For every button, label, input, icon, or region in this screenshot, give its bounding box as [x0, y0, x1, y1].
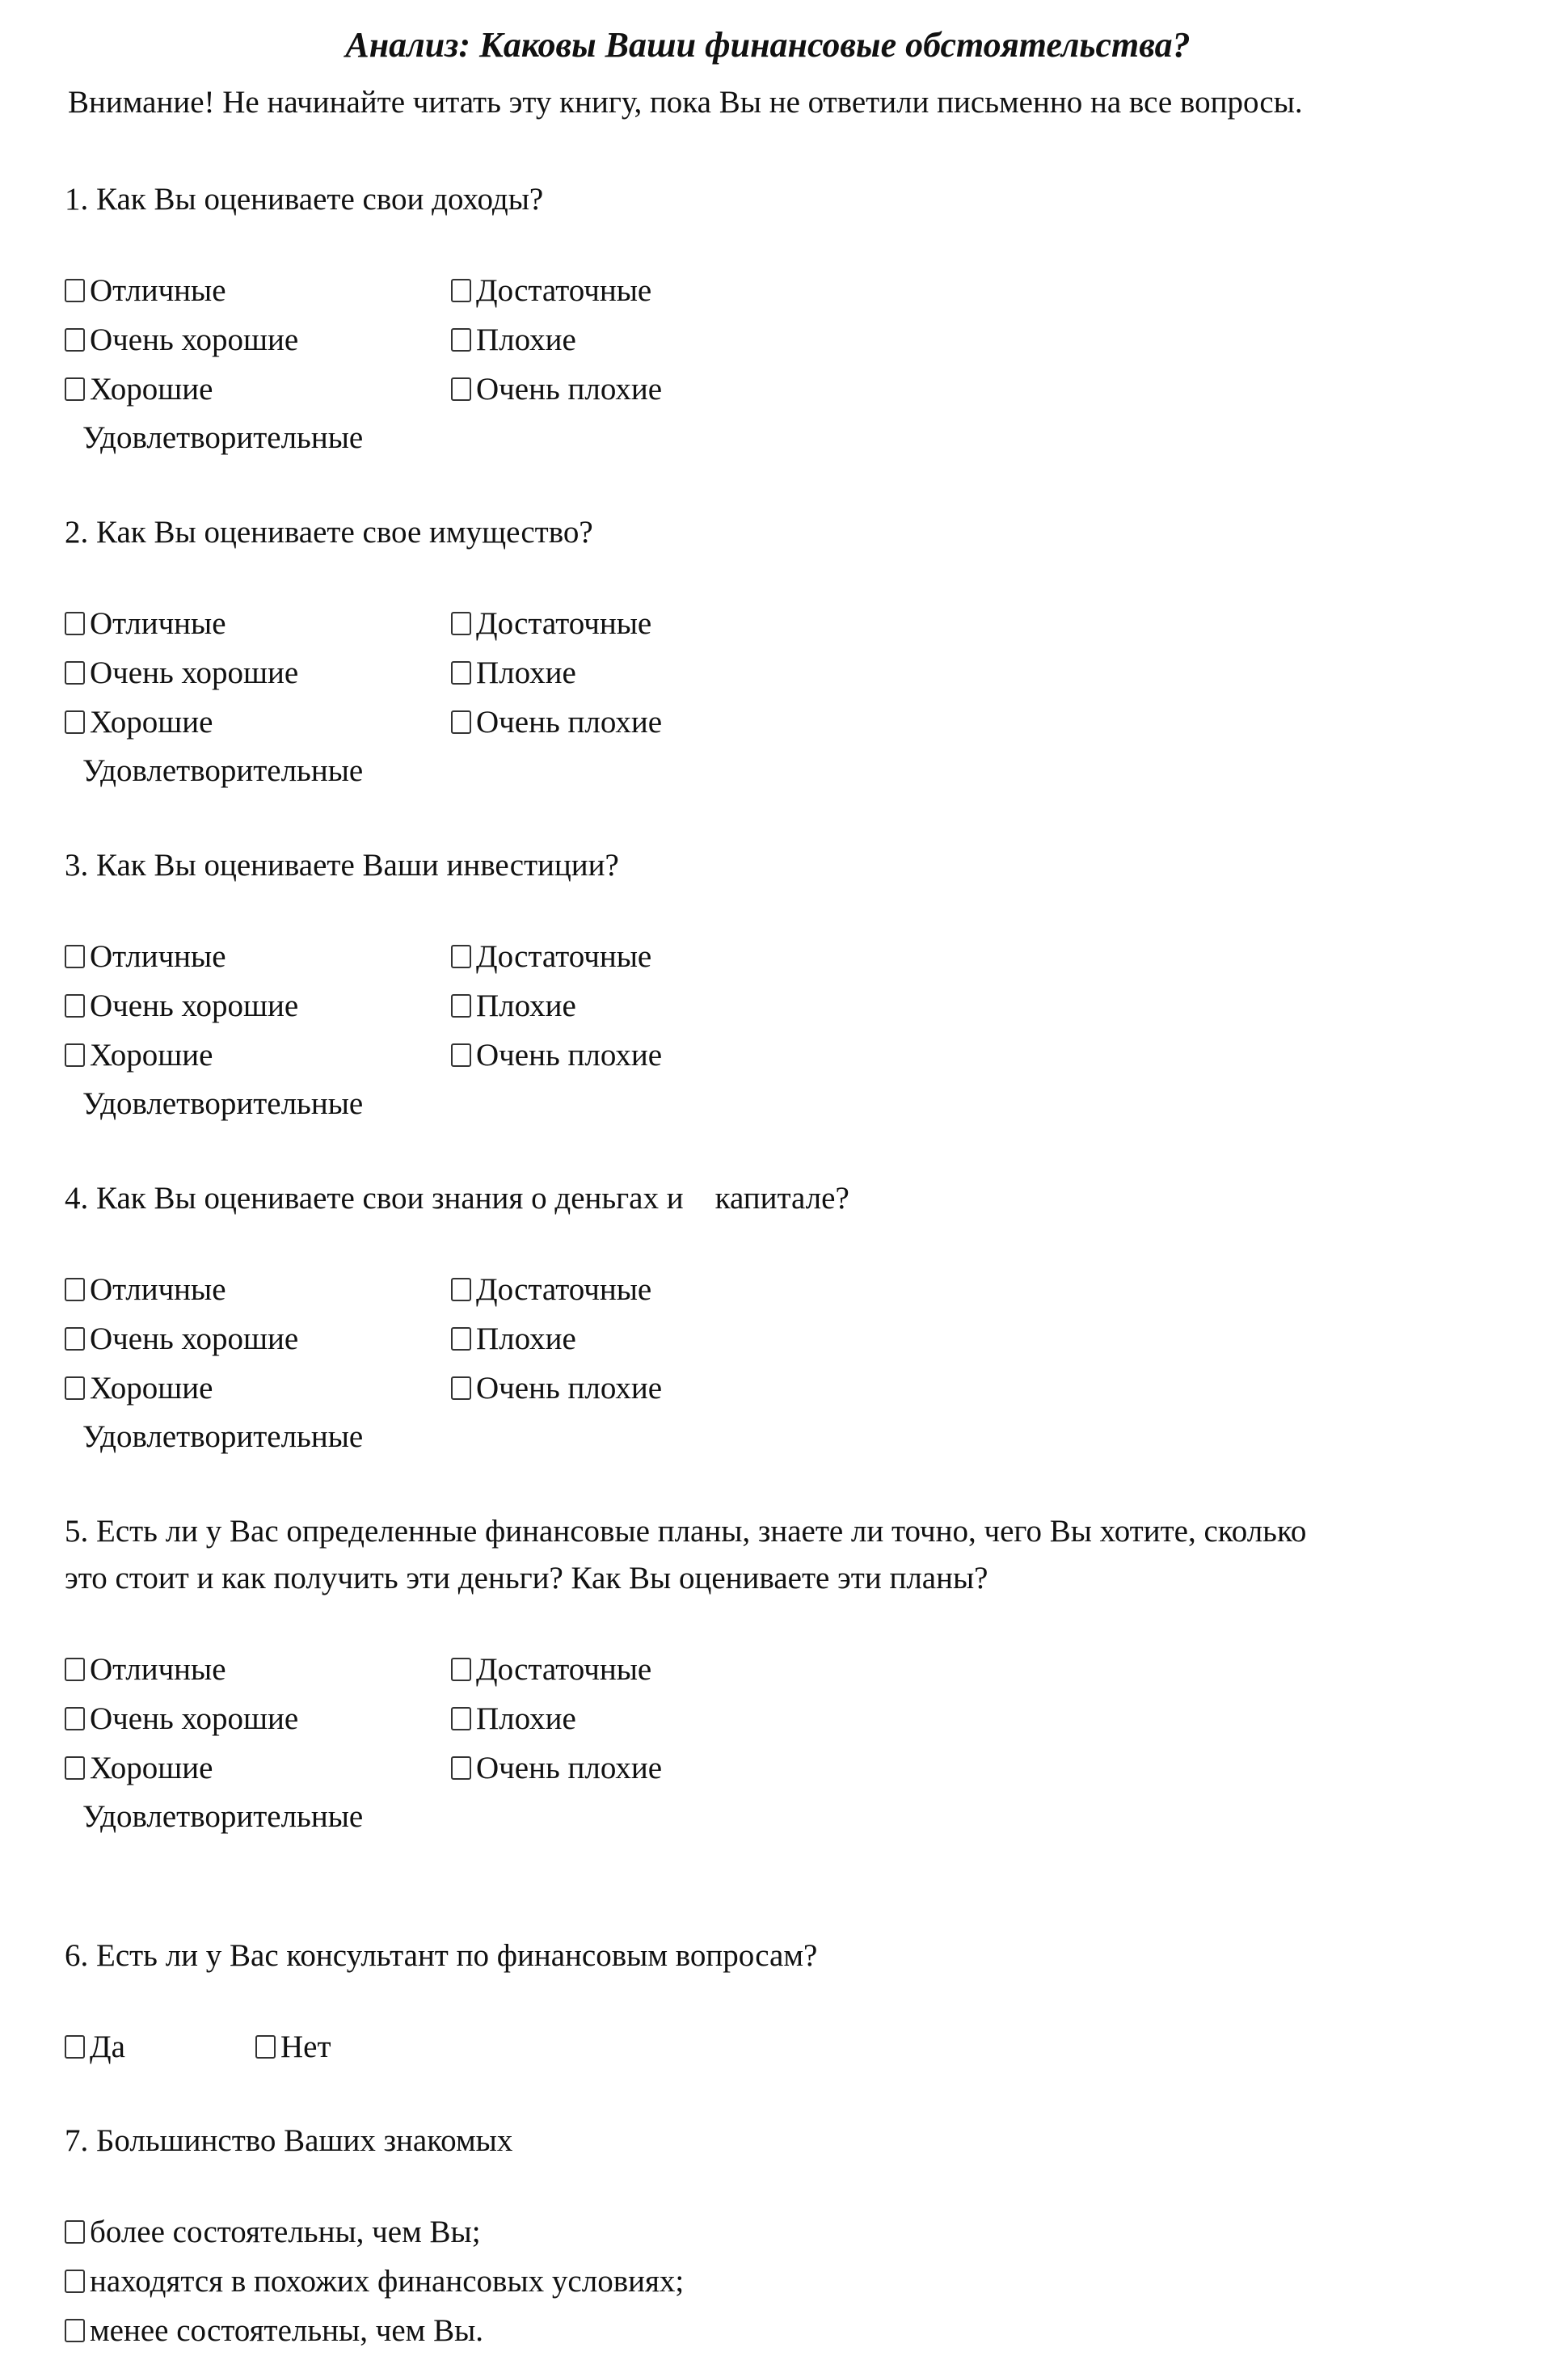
page-title: Анализ: Каковы Ваши финансовые обстоятельства?	[345, 25, 1191, 65]
option-excellent[interactable]: Отличные	[65, 267, 226, 314]
option-poor[interactable]: Плохие	[451, 1695, 576, 1742]
checkbox-icon[interactable]	[65, 1278, 85, 1301]
option-satisfactory: Удовлетворительные	[82, 420, 364, 455]
checkbox-icon[interactable]	[451, 1376, 471, 1400]
option-very-good[interactable]: Очень хорошие	[65, 1315, 298, 1362]
option-good[interactable]: Хорошие	[65, 1031, 213, 1078]
checkbox-icon[interactable]	[451, 1278, 471, 1301]
question-4	[65, 1175, 849, 1463]
checkbox-icon[interactable]	[65, 1707, 85, 1730]
checkbox-icon[interactable]	[451, 1756, 471, 1780]
question-1-options	[65, 267, 663, 464]
checkbox-icon[interactable]	[451, 661, 471, 685]
option-poor[interactable]: Плохие	[451, 1315, 576, 1362]
checkbox-icon[interactable]	[65, 710, 85, 734]
checkbox-icon[interactable]	[65, 2270, 85, 2293]
option-yes[interactable]: Да	[65, 2023, 125, 2070]
checkbox-icon[interactable]	[65, 2220, 85, 2244]
checkbox-icon[interactable]	[65, 2319, 85, 2342]
option-adequate[interactable]: Достаточные	[451, 267, 651, 314]
checkbox-icon[interactable]	[65, 1043, 85, 1067]
option-satisfactory: Удовлетворительные	[82, 1419, 364, 1454]
checkbox-icon[interactable]	[451, 1043, 471, 1067]
checkbox-icon[interactable]	[451, 377, 471, 401]
option-very-good[interactable]: Очень хорошие	[65, 982, 298, 1029]
checkbox-icon[interactable]	[451, 328, 471, 352]
option-good[interactable]: Хорошие	[65, 365, 213, 412]
option-good[interactable]: Хорошие	[65, 1364, 213, 1411]
checkbox-icon[interactable]	[65, 1756, 85, 1780]
checkbox-icon[interactable]	[65, 377, 85, 401]
option-very-good[interactable]: Очень хорошие	[65, 649, 298, 696]
option-excellent[interactable]: Отличные	[65, 1266, 226, 1313]
question-3-text: 3. Как Вы оцениваете Ваши инвестиции?	[65, 848, 619, 883]
checkbox-icon[interactable]	[451, 1327, 471, 1351]
option-adequate[interactable]: Достаточные	[451, 600, 651, 647]
question-2	[65, 509, 663, 797]
question-6-options	[65, 2023, 817, 2070]
option-wealthier[interactable]: более состоятельны, чем Вы;	[65, 2208, 684, 2255]
checkbox-icon[interactable]	[451, 945, 471, 968]
checkbox-icon[interactable]	[65, 328, 85, 352]
option-good[interactable]: Хорошие	[65, 1744, 213, 1791]
option-very-poor[interactable]: Очень плохие	[451, 1031, 662, 1078]
checkbox-icon[interactable]	[65, 945, 85, 968]
option-very-poor[interactable]: Очень плохие	[451, 698, 662, 745]
checkbox-icon[interactable]	[255, 2035, 276, 2059]
question-4-text: 4. Как Вы оцениваете свои знания о деньгах и капитале?	[65, 1181, 849, 1216]
question-3	[65, 842, 663, 1130]
question-2-text: 2. Как Вы оцениваете свое имущество?	[65, 515, 593, 550]
option-excellent[interactable]: Отличные	[65, 600, 226, 647]
question-5-text-line-2: это стоит и как получить эти деньги? Как Вы оцениваете эти планы?	[65, 1561, 988, 1595]
checkbox-icon[interactable]	[65, 1658, 85, 1681]
option-poor[interactable]: Плохие	[451, 982, 576, 1029]
checkbox-icon[interactable]	[451, 994, 471, 1018]
option-satisfactory: Удовлетворительные	[82, 1799, 364, 1834]
option-poor[interactable]: Плохие	[451, 649, 576, 696]
checkbox-icon[interactable]	[65, 2035, 85, 2059]
question-5-text-line-1: 5. Есть ли у Вас определенные финансовые планы, знаете ли точно, чего Вы хотите, сколько	[65, 1514, 1307, 1549]
option-very-poor[interactable]: Очень плохие	[451, 1364, 662, 1411]
question-7-text: 7. Большинство Ваших знакомых	[65, 2123, 513, 2158]
question-6-text: 6. Есть ли у Вас консультант по финансовым вопросам?	[65, 1938, 818, 1973]
option-no[interactable]: Нет	[255, 2023, 331, 2070]
option-satisfactory: Удовлетворительные	[82, 753, 364, 788]
option-very-poor[interactable]: Очень плохие	[451, 365, 662, 412]
option-similar[interactable]: находятся в похожих финансовых условиях;	[65, 2257, 684, 2304]
option-poor[interactable]: Плохие	[451, 316, 576, 363]
question-1-text: 1. Как Вы оцениваете свои доходы?	[65, 182, 544, 217]
checkbox-icon[interactable]	[65, 1327, 85, 1351]
checkbox-icon[interactable]	[65, 612, 85, 635]
checkbox-icon[interactable]	[451, 1658, 471, 1681]
checkbox-icon[interactable]	[451, 710, 471, 734]
checkbox-icon[interactable]	[451, 1707, 471, 1730]
option-very-good[interactable]: Очень хорошие	[65, 316, 298, 363]
question-1	[65, 176, 663, 464]
question-5-options	[65, 1646, 1306, 1843]
question-3-options	[65, 933, 663, 1130]
warning-text: Внимание! Не начинайте читать эту книгу, пока Вы не ответили письменно на все вопросы.	[68, 85, 1303, 120]
option-very-poor[interactable]: Очень плохие	[451, 1744, 662, 1791]
option-satisfactory: Удовлетворительные	[82, 1086, 364, 1121]
checkbox-icon[interactable]	[65, 1376, 85, 1400]
question-4-options	[65, 1266, 849, 1463]
option-adequate[interactable]: Достаточные	[451, 1646, 651, 1692]
question-7	[65, 2118, 684, 2356]
question-2-options	[65, 600, 663, 797]
option-very-good[interactable]: Очень хорошие	[65, 1695, 298, 1742]
question-5	[65, 1508, 1306, 1843]
checkbox-icon[interactable]	[65, 994, 85, 1018]
checkbox-icon[interactable]	[65, 661, 85, 685]
option-excellent[interactable]: Отличные	[65, 1646, 226, 1692]
question-7-options	[65, 2208, 684, 2354]
option-less-wealthy[interactable]: менее состоятельны, чем Вы.	[65, 2307, 684, 2354]
option-good[interactable]: Хорошие	[65, 698, 213, 745]
option-adequate[interactable]: Достаточные	[451, 1266, 651, 1313]
checkbox-icon[interactable]	[451, 612, 471, 635]
option-adequate[interactable]: Достаточные	[451, 933, 651, 980]
question-6	[65, 1933, 817, 2070]
option-excellent[interactable]: Отличные	[65, 933, 226, 980]
checkbox-icon[interactable]	[451, 279, 471, 302]
checkbox-icon[interactable]	[65, 279, 85, 302]
